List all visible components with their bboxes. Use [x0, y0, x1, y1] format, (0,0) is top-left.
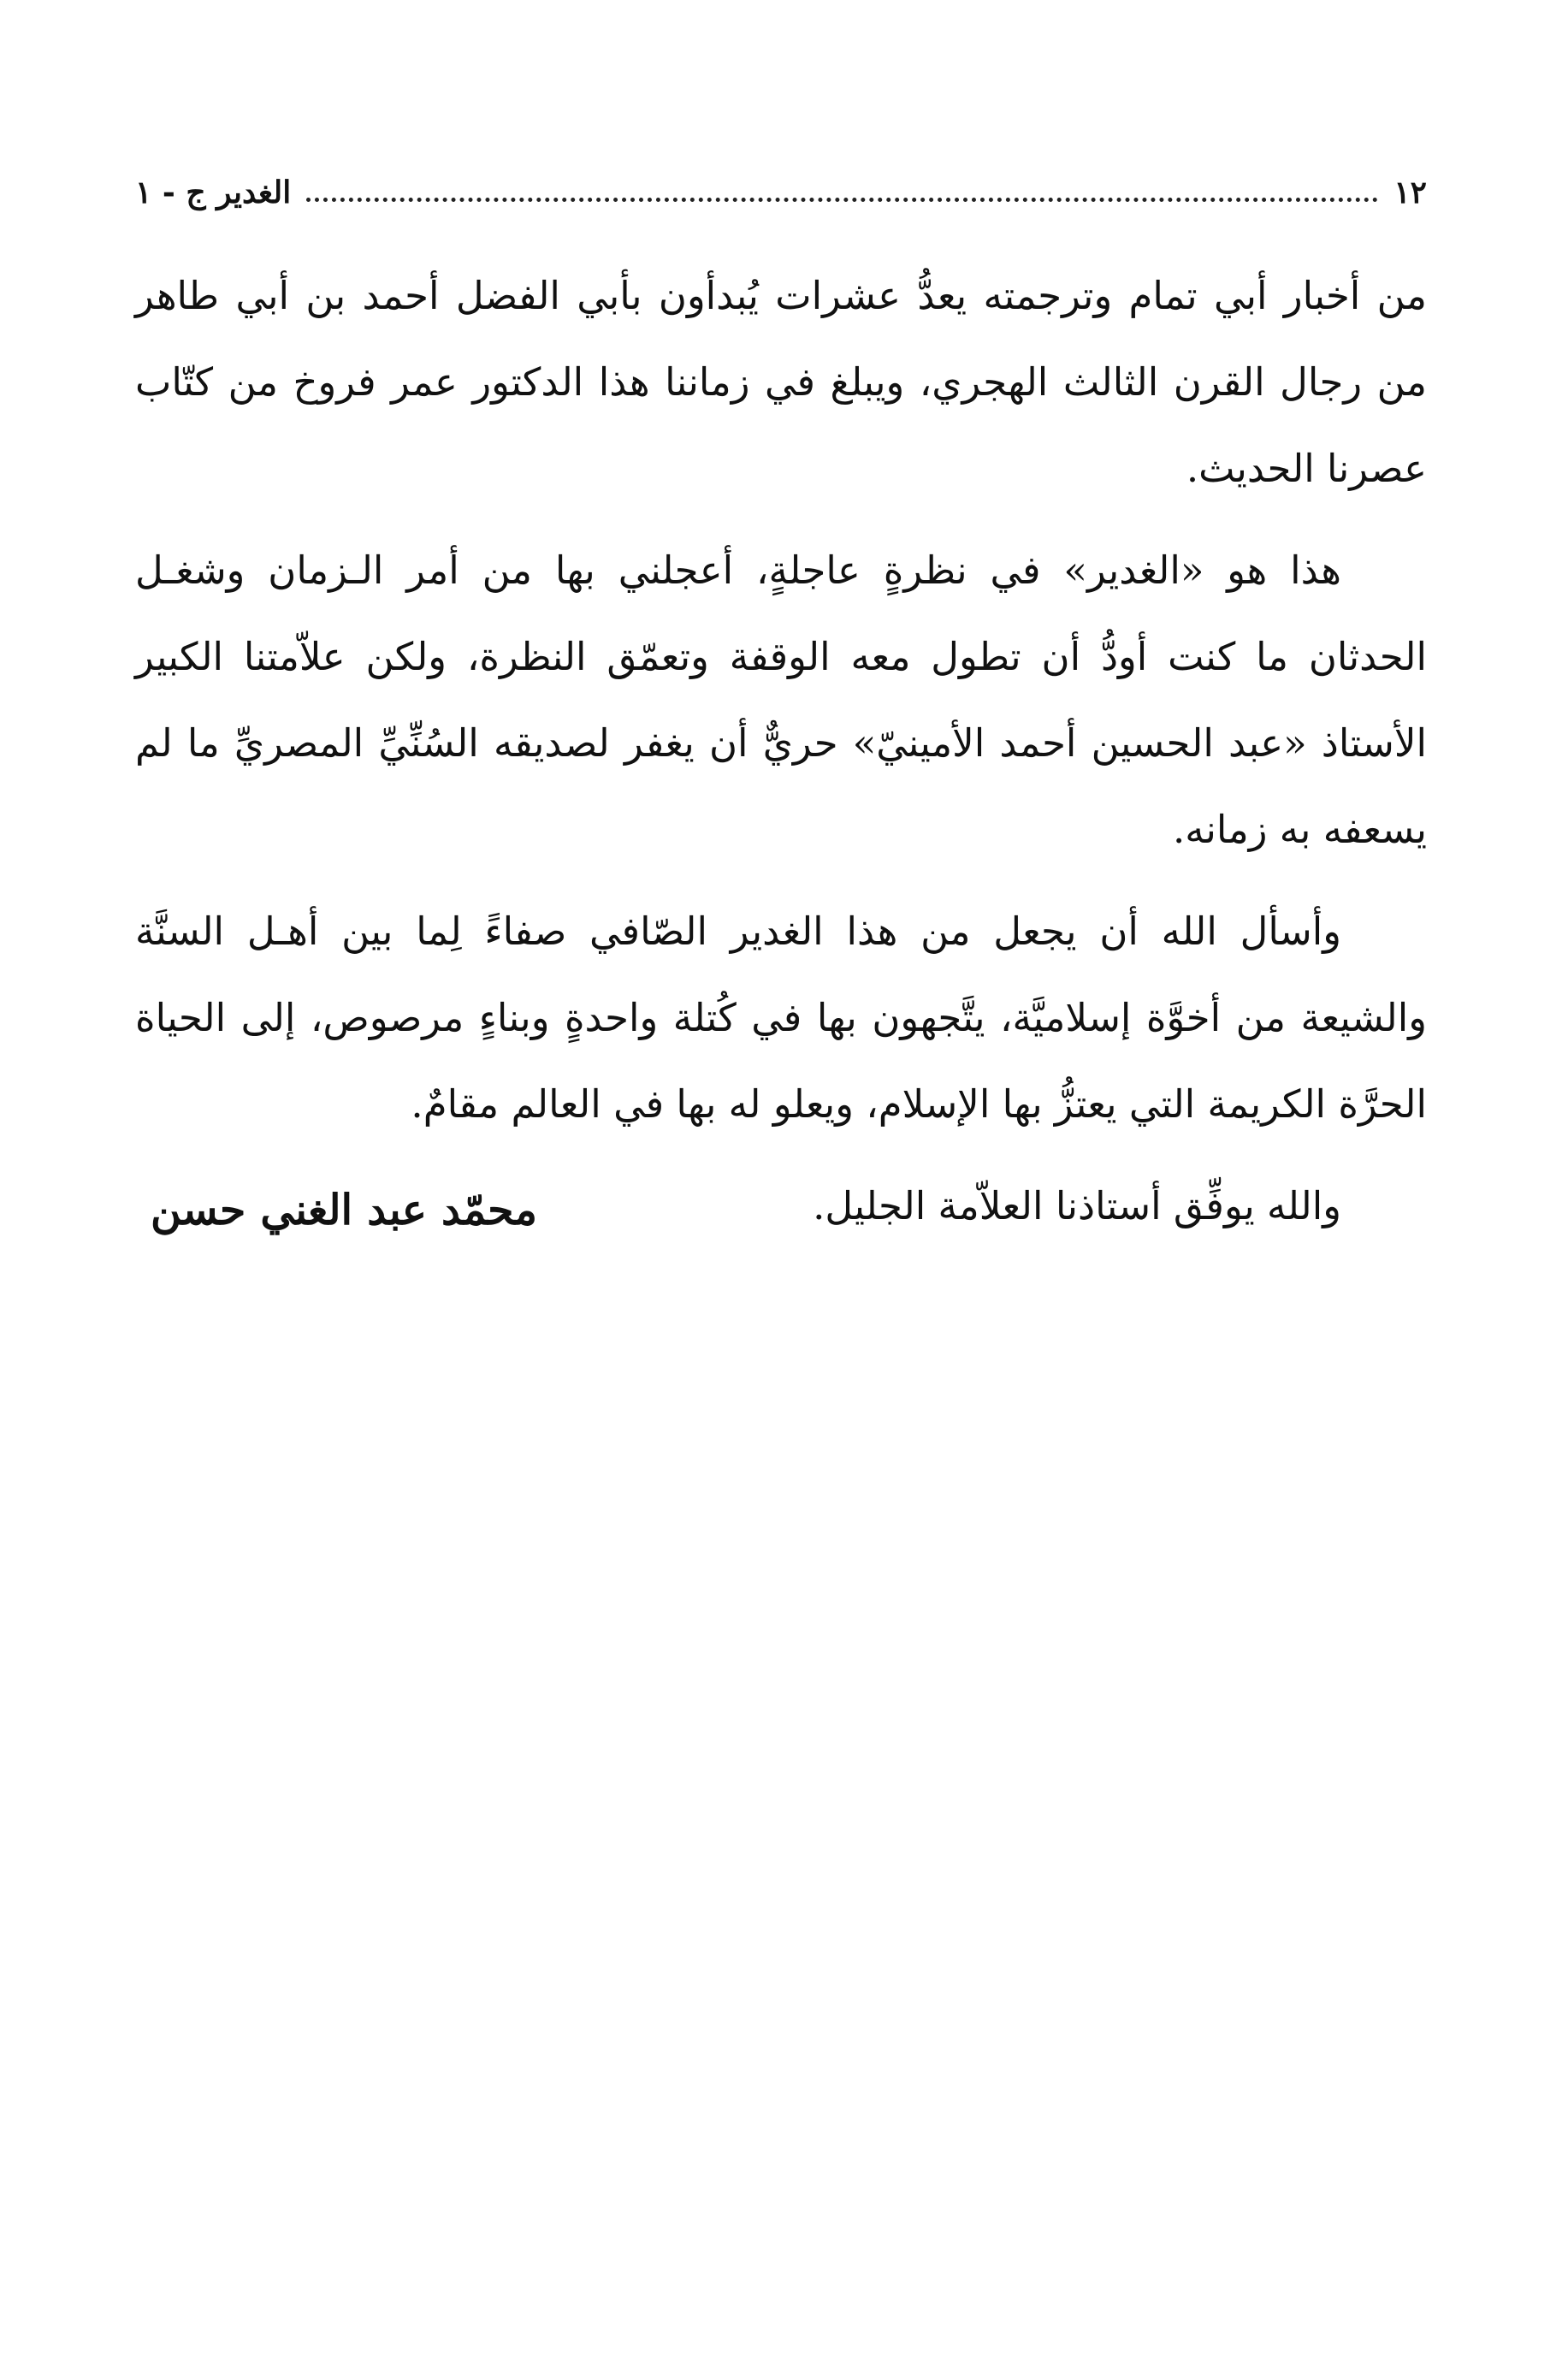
running-title: الغدير ج - ١ — [135, 175, 292, 210]
book-page — [135, 128, 1427, 2267]
paragraph-1: من أخبار أبي تمام وترجمته يعدُّ عشرات يُبدأون بأبي الفضل أحمد بن أبي طاهر من رجال القرن الثالث الهجري، ويبلغ في زماننا هذا الدكتور عمر فروخ من كتّاب عصرنا الحديث. — [135, 273, 1427, 491]
main-text — [135, 252, 1427, 1264]
running-header — [135, 167, 1427, 218]
paragraph-3: وأسأل الله أن يجعل من هذا الغدير الصّافي صفاءً لِما بين أهـل السنَّة والشيعة من أخوَّة إسلاميَّة، يتَّجهون بها في كُتلة واحدةٍ وبناءٍ مرصوص، إلى الحياة الحرَّة الكريمة التي يعتزُّ بها الإسلام، ويعلو له بها في العالم مقامٌ. — [135, 909, 1427, 1127]
closing-line: والله يوفِّق أستاذنا العلاّمة الجليل. — [813, 1183, 1341, 1228]
paragraph-2: هذا هو «الغدير» في نظرةٍ عاجلةٍ، أعجلني بها من أمر الـزمان وشغـل الحدثان ما كنت أودُّ أن تطول معه الوقفة وتعمّق النظرة، ولكن علاّمتنا الكبير الأستاذ «عبد الحسين أحمد الأمينيّ» حريٌّ أن يغفر لصديقه السُنِّيِّ المصريِّ ما لم يسعفه به زمانه. — [135, 548, 1427, 852]
page-number: ١٢ — [1393, 175, 1427, 210]
dot-leader — [306, 198, 1378, 202]
author-signature: محمّد عبد الغني حسن — [151, 1185, 537, 1234]
